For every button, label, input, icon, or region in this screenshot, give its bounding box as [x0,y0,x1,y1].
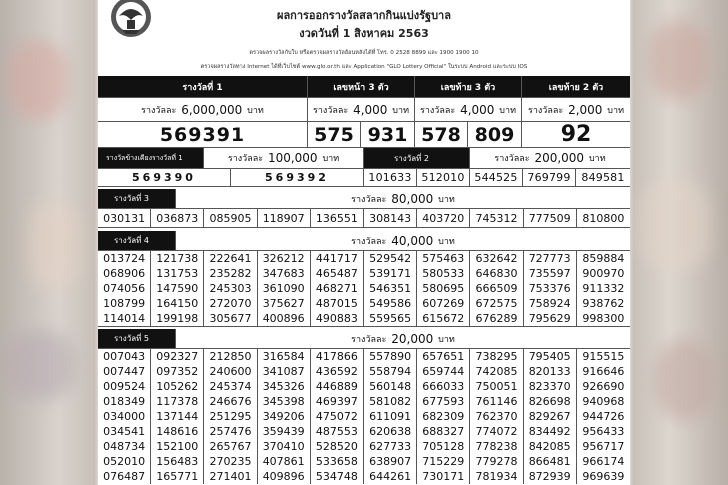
prize4-number: 546351 [364,281,417,296]
near1-number-2: 569392 [231,169,364,187]
prize5-number: 407861 [258,454,311,469]
prize4-number: 108799 [98,296,151,311]
prize4-number: 487015 [311,296,364,311]
prize5-number: 137144 [151,409,204,424]
prize5-number: 533658 [311,454,364,469]
prize2-number: 769799 [523,169,576,187]
prize5-number: 762370 [470,409,523,424]
prize4-number: 131753 [151,266,204,281]
prize4-number: 580533 [417,266,470,281]
prize3-number: 118907 [258,209,311,228]
prize4-number: 758924 [524,296,577,311]
prize5-number: 926690 [582,380,625,393]
prize2-number: 512010 [417,169,470,187]
prize5-number: 251295 [204,409,257,424]
prize5-number: 487553 [311,424,364,439]
prize5-number: 956433 [582,425,625,438]
prize3-number: 403720 [417,209,470,228]
prize4-number: 468271 [311,281,364,296]
prize5-number: 105262 [151,379,204,394]
prize5-number: 558794 [364,364,417,379]
sheet-header [98,0,630,76]
front3-number-2: 931 [361,122,415,148]
prize4-header: รางวัลที่ 4 [98,231,176,251]
prize5-number: 076487 [98,469,151,484]
prize2-number: 849581 [576,169,630,187]
prize4-number: 632642 [470,251,523,266]
prize5-number: 271401 [204,469,257,484]
prize5-number: 940968 [582,395,625,408]
prize3-number: 136551 [311,209,364,228]
prize5-number: 742085 [470,364,523,379]
prize5-number: 341087 [258,364,311,379]
prize5-number: 092327 [151,349,204,364]
prize4-number: 222641 [204,251,257,266]
prize5-number: 826698 [524,394,577,409]
prize4-number: 245303 [204,281,257,296]
prize4-number: 549586 [364,296,417,311]
check-internet-note: ตรวจผลรางวัลทาง Internet ได้ที่เว็บไซต์ www.glo.or.th และ Application "GLO Lottery Official" ในระบบ Android และระบบ IOS [200,64,528,70]
front3-number-1: 575 [308,122,361,148]
prize5-number: 866481 [524,454,577,469]
prize5-number: 730171 [417,469,470,484]
prize5-number: 823370 [524,379,577,394]
prize5-number: 345326 [258,379,311,394]
prize5-number: 048734 [98,439,151,454]
prize5-number: 409896 [258,469,311,484]
prize5-number: 774072 [470,424,523,439]
last2-header: เลขท้าย 2 ตัว [522,76,630,98]
prize5-number: 944726 [582,410,625,423]
prize5-number: 956717 [582,440,625,453]
last3-header: เลขท้าย 3 ตัว [415,76,522,98]
prize5-number: 370410 [258,439,311,454]
prize5-number: 034541 [98,424,151,439]
prize4-number: 305677 [204,311,257,326]
prize5-number: 638907 [364,454,417,469]
prize4-number: 998300 [582,312,625,325]
prize5-number: 152100 [151,439,204,454]
prize5-number: 165771 [151,469,204,484]
lottery-result-sheet [98,0,630,485]
near1-number-1: 569390 [98,169,231,187]
prize4-number: 465487 [311,266,364,281]
prize4-number: 559565 [364,311,417,326]
prize4-number: 361090 [258,281,311,296]
prize4-number: 753376 [524,281,577,296]
prize4-number: 529542 [364,251,417,266]
prize5-number: 705128 [417,439,470,454]
prize4-number: 646830 [470,266,523,281]
prize4-number: 272070 [204,296,257,311]
prize4-number: 147590 [151,281,204,296]
prize5-number: 446889 [311,379,364,394]
prize4-number: 735597 [524,266,577,281]
prize5-number: 245374 [204,379,257,394]
prize5-number: 212850 [204,349,257,364]
prize5-number: 761146 [470,394,523,409]
prize3-number: 810800 [582,212,625,225]
prize4-number: 859884 [582,252,625,265]
prize5-number: 316584 [258,349,311,364]
prize4-number: 074056 [98,281,151,296]
draw-date: งวดวันที่ 1 สิงหาคม 2563 [299,27,429,40]
prize5-number: 677593 [417,394,470,409]
prize1-header: รางวัลที่ 1 [98,76,308,98]
prize5-number-grid [98,349,630,484]
prize4-number: 347683 [258,266,311,281]
prize5-number: 682309 [417,409,470,424]
prize3-number: 085905 [204,209,257,228]
prize4-number: 375627 [258,296,311,311]
prize4-number: 013724 [98,251,151,266]
prize5-number: 778238 [470,439,523,454]
prize5-number: 560148 [364,379,417,394]
prize4-number: 490883 [311,311,364,326]
prize5-number: 779278 [470,454,523,469]
prize5-number: 349206 [258,409,311,424]
prize4-number: 575463 [417,251,470,266]
prize5-number: 969639 [582,470,625,483]
prize4-number: 676289 [470,311,523,326]
prize4-number: 580695 [417,281,470,296]
prize5-header: รางวัลที่ 5 [98,329,176,349]
prize5-number: 820133 [524,364,577,379]
prize5-number: 750051 [470,379,523,394]
prize4-number: 114014 [98,311,151,326]
prize5-number: 915515 [582,350,625,363]
prize3-number: 030131 [98,209,151,228]
prize5-number: 097352 [151,364,204,379]
prize5-number: 620638 [364,424,417,439]
prize2-amount-label: รางวัลละ 200,000 บาท [470,148,630,169]
prize4-number: 900970 [582,267,625,280]
prize3-header: รางวัลที่ 3 [98,189,176,209]
prize4-number: 164150 [151,296,204,311]
prize5-number: 715229 [417,454,470,469]
prize5-number: 436592 [311,364,364,379]
prize4-number: 615672 [417,311,470,326]
prize4-number: 235282 [204,266,257,281]
last2-amount-label: รางวัลละ 2,000 บาท [522,98,630,122]
prize5-number: 666033 [417,379,470,394]
prize4-number: 199198 [151,311,204,326]
blurred-background-right [630,0,728,485]
prize1-number: 569391 [98,122,308,148]
prize5-number: 240600 [204,364,257,379]
prize5-number: 795405 [524,349,577,364]
sheet-title: ผลการออกรางวัลสลากกินแบ่งรัฐบาล [277,9,451,22]
prize5-number: 534748 [311,469,364,484]
prize5-number: 688327 [417,424,470,439]
prize3-number: 777509 [524,209,577,228]
prize5-number: 916646 [582,365,625,378]
near1-amount-label: รางวัลละ 100,000 บาท [204,148,364,169]
prize5-number: 270235 [204,454,257,469]
last2-number: 92 [522,122,630,148]
prize5-number: 966174 [582,455,625,468]
prize5-number: 644261 [364,469,417,484]
prize5-number: 018349 [98,394,151,409]
near1-header: รางวัลข้างเคียงรางวัลที่ 1 [98,148,204,169]
prize4-number: 938762 [582,297,625,310]
prize3-number: 745312 [470,209,523,228]
prize5-number: 611091 [364,409,417,424]
prize3-amount-label: รางวัลละ 80,000 บาท [176,189,630,209]
prize4-number: 539171 [364,266,417,281]
prize4-number: 400896 [258,311,311,326]
prize4-number: 727773 [524,251,577,266]
front3-header: เลขหน้า 3 ตัว [308,76,415,98]
prize5-number: 148616 [151,424,204,439]
prize5-number: 627733 [364,439,417,454]
last3-amount-label: รางวัลละ 4,000 บาท [415,98,522,122]
prize5-number: 265767 [204,439,257,454]
prize5-amount-label: รางวัลละ 20,000 บาท [176,329,630,349]
prize5-number: 246676 [204,394,257,409]
check-phone-note: ตรวจผลรางวัลกับใบ หรือตรวจผลรางวัลย้อนหลังได้ที่ โทร. 0 2528 8899 และ 1900 1900 10 [249,50,479,56]
prize5-number: 117378 [151,394,204,409]
prize4-number: 911332 [582,282,625,295]
prize5-number: 345398 [258,394,311,409]
prize5-number: 781934 [470,469,523,484]
prize2-number: 544525 [470,169,523,187]
prize4-number-grid [98,251,630,327]
prize5-number: 034000 [98,409,151,424]
prize4-amount-label: รางวัลละ 40,000 บาท [176,231,630,251]
prize5-number: 581082 [364,394,417,409]
prize5-number: 842085 [524,439,577,454]
prize5-number: 829267 [524,409,577,424]
prize5-number: 659744 [417,364,470,379]
prize5-number: 156483 [151,454,204,469]
prize4-number: 795629 [524,311,577,326]
prize5-number: 657651 [417,349,470,364]
prize4-number: 607269 [417,296,470,311]
prize3-number: 308143 [364,209,417,228]
prize5-number: 872939 [524,469,577,484]
prize4-number: 068906 [98,266,151,281]
prize5-number: 834492 [524,424,577,439]
blurred-background-left [0,0,98,485]
prize5-number: 528520 [311,439,364,454]
prize3-number-grid [98,209,630,228]
prize5-number: 359439 [258,424,311,439]
prize5-number: 417866 [311,349,364,364]
prize4-number: 441717 [311,251,364,266]
prize5-number: 052010 [98,454,151,469]
prize5-number: 475072 [311,409,364,424]
prize5-number: 257476 [204,424,257,439]
prize1-amount-label: รางวัลละ 6,000,000 บาท [98,98,308,122]
prize5-number: 557890 [364,349,417,364]
prize5-number: 738295 [470,349,523,364]
prize5-number: 469397 [311,394,364,409]
prize4-number: 326212 [258,251,311,266]
last3-number-1: 578 [415,122,468,148]
front3-amount-label: รางวัลละ 4,000 บาท [308,98,415,122]
prize5-number: 007043 [98,349,151,364]
prize3-number: 036873 [151,209,204,228]
prize4-number: 666509 [470,281,523,296]
prize2-header: รางวัลที่ 2 [364,148,470,169]
prize2-number: 101633 [364,169,417,187]
prize5-number: 009524 [98,379,151,394]
last3-number-2: 809 [468,122,522,148]
prize4-number: 672575 [470,296,523,311]
prize5-number: 007447 [98,364,151,379]
prize4-number: 121738 [151,251,204,266]
